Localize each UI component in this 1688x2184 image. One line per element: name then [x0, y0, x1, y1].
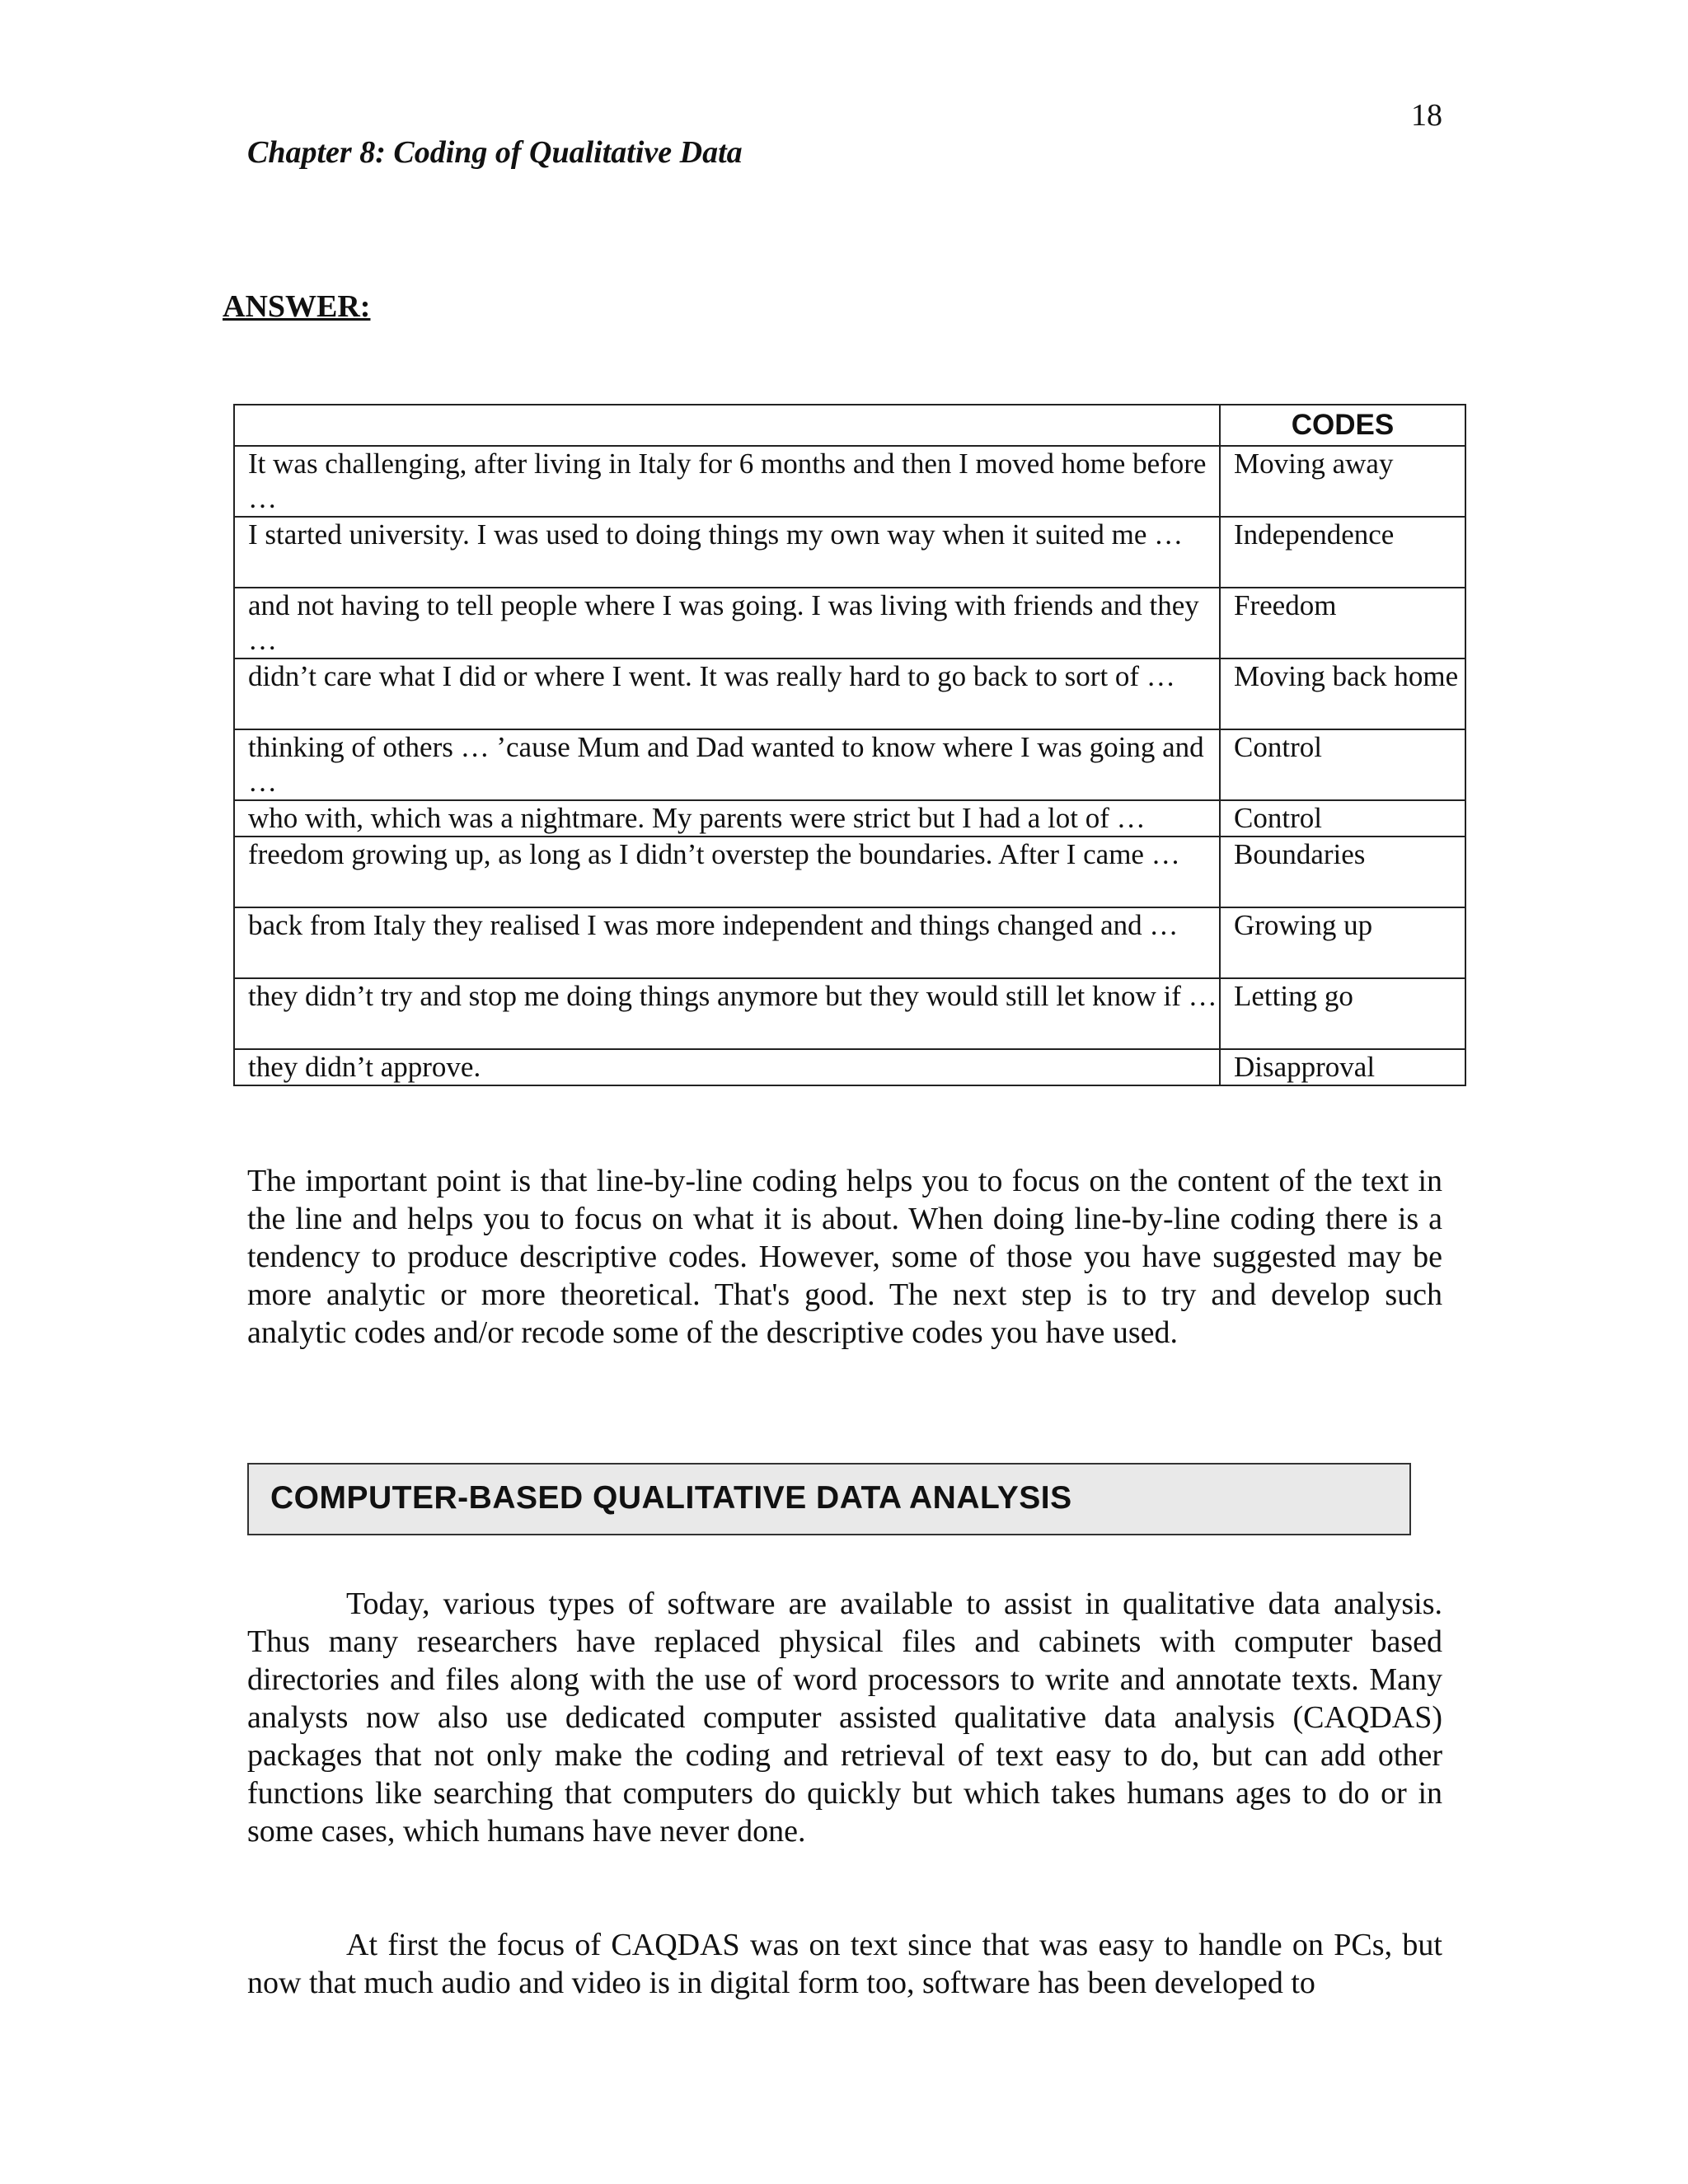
code-cell: Moving back home	[1220, 658, 1465, 729]
codes-column-header: CODES	[1220, 405, 1465, 446]
code-cell: Independence	[1220, 517, 1465, 588]
transcript-cell: they didn’t approve.	[234, 1049, 1220, 1085]
text-column-header	[234, 405, 1220, 446]
table-row	[234, 800, 1465, 837]
table-row	[234, 446, 1465, 517]
body-paragraph: At first the focus of CAQDAS was on text since that was easy to handle on PCs, but now that much audio and video is in digital form too, software has been developed to	[247, 1928, 1442, 2000]
chapter-title: Chapter 8: Coding of Qualitative Data	[247, 135, 743, 170]
answer-heading: ANSWER:	[223, 289, 371, 324]
table-row	[234, 517, 1465, 588]
section-heading-box	[247, 1463, 1411, 1535]
transcript-cell: freedom growing up, as long as I didn’t overstep the boundaries. After I came …	[234, 837, 1220, 907]
code-cell: Freedom	[1220, 588, 1465, 658]
table-row	[234, 907, 1465, 978]
code-cell: Control	[1220, 729, 1465, 800]
table-row	[234, 729, 1465, 800]
code-cell: Control	[1220, 800, 1465, 837]
body-paragraph: Today, various types of software are available to assist in qualitative data analysis. Thus many researchers have replaced physical files and cabinets with computer based directories and files along with the use of word processors to write and annotate texts. Many analysts now also use dedicated computer assisted qualitative data analysis (CAQDAS) packages that not only make the coding and retrieval of text easy to do, but can add other functions like searching that computers do quickly but which takes humans ages to do or in some cases, which humans have never done.	[247, 1586, 1442, 1849]
code-cell: Growing up	[1220, 907, 1465, 978]
code-cell: Letting go	[1220, 978, 1465, 1049]
code-cell: Moving away	[1220, 446, 1465, 517]
code-cell: Boundaries	[1220, 837, 1465, 907]
codes-table	[233, 404, 1466, 1086]
transcript-cell: thinking of others … ’cause Mum and Dad wanted to know where I was going and …	[234, 729, 1220, 800]
explanation-paragraph: The important point is that line-by-line coding helps you to focus on the content of the text in the line and helps you to focus on what it is about. When doing line-by-line coding there is a tendency to produce descriptive codes. However, some of those you have suggested may be more analytic or more theoretical. That's good. The next step is to try and develop such analytic codes and/or recode some of the descriptive codes you have used.	[247, 1164, 1442, 1350]
table-row	[234, 978, 1465, 1049]
transcript-cell: who with, which was a nightmare. My parents were strict but I had a lot of …	[234, 800, 1220, 837]
transcript-cell: It was challenging, after living in Italy for 6 months and then I moved home before …	[234, 446, 1220, 517]
transcript-cell: they didn’t try and stop me doing things anymore but they would still let know if …	[234, 978, 1220, 1049]
transcript-cell: I started university. I was used to doing things my own way when it suited me …	[234, 517, 1220, 588]
section-heading: COMPUTER-BASED QUALITATIVE DATA ANALYSIS	[270, 1480, 1072, 1516]
table-row	[234, 1049, 1465, 1085]
table-header-row	[234, 405, 1465, 446]
transcript-cell: and not having to tell people where I was going. I was living with friends and they …	[234, 588, 1220, 658]
transcript-cell: back from Italy they realised I was more independent and things changed and …	[234, 907, 1220, 978]
table-row	[234, 658, 1465, 729]
code-cell: Disapproval	[1220, 1049, 1465, 1085]
table-row	[234, 588, 1465, 658]
transcript-cell: didn’t care what I did or where I went. It was really hard to go back to sort of …	[234, 658, 1220, 729]
page-number: 18	[1411, 98, 1442, 133]
table-row	[234, 837, 1465, 907]
